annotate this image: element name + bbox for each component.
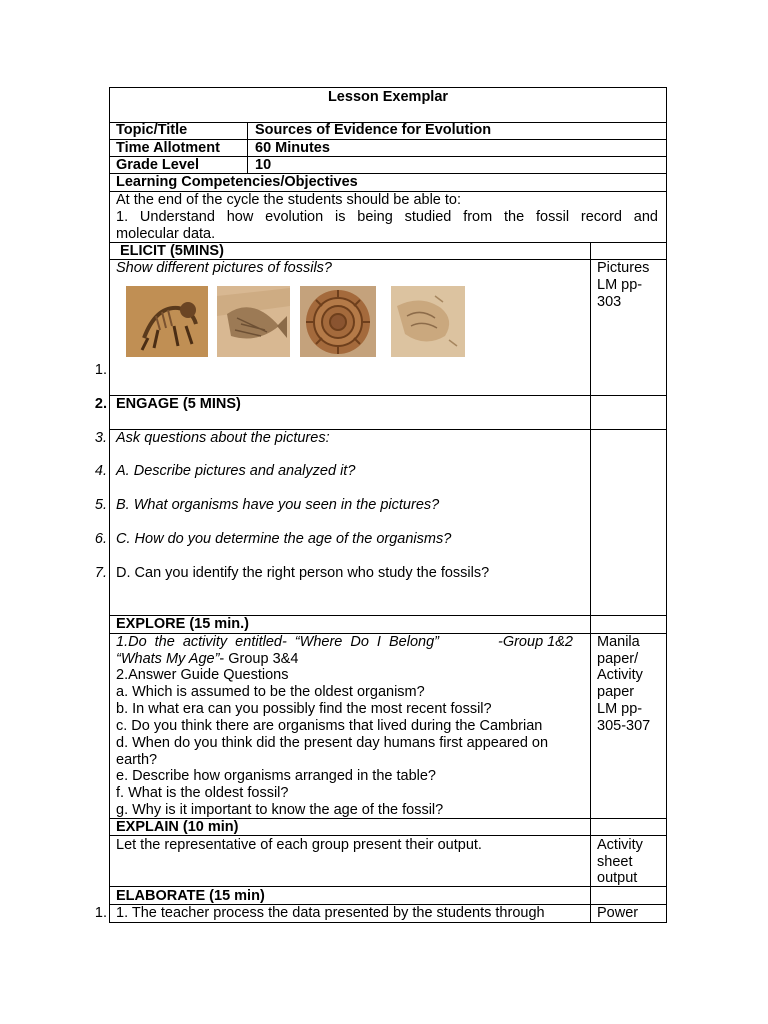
explore-activity-1: 1.Do the activity entitled- “Where Do I Belong” (116, 634, 439, 650)
objective-line: 1. Understand how evolution is being studied from the fossil record and (116, 209, 658, 225)
elicit-prompt: Show different pictures of fossils? (116, 260, 332, 276)
explain-resource: Activity (597, 837, 643, 853)
engage-item-number: 7. (94, 565, 107, 581)
competencies-header: Learning Competencies/Objectives (116, 174, 358, 190)
grade-label: Grade Level (116, 157, 200, 173)
explain-resource: output (597, 870, 638, 886)
time-value: 60 Minutes (255, 140, 330, 156)
explore-question: b. In what era can you possibly find the most recent fossil? (116, 701, 492, 717)
engage-item-number: 3. (94, 430, 107, 446)
explore-resource: paper/ (597, 651, 639, 667)
engage-item-number: 5. (94, 497, 107, 513)
elaborate-number: 1. (94, 905, 107, 921)
fossil-fish-image (217, 286, 290, 357)
objective-line-cont: molecular data. (116, 226, 216, 242)
explore-header: EXPLORE (15 min.) (116, 616, 249, 632)
explore-activity-2 (116, 651, 298, 668)
explore-question: a. Which is assumed to be the oldest organism? (116, 684, 425, 700)
engage-number: 2. (94, 396, 107, 412)
explore-resource: paper (597, 684, 635, 700)
objectives-intro: At the end of the cycle the students should be able to: (116, 192, 462, 208)
explore-resource: Manila (597, 634, 640, 650)
topic-label: Topic/Title (116, 122, 188, 138)
elaborate-header: ELABORATE (15 min) (116, 888, 265, 904)
explore-question: f. What is the oldest fossil? (116, 785, 289, 801)
fossil-slab-image (391, 286, 465, 357)
explore-resource: 305-307 (597, 718, 651, 734)
activity-title: “Whats My Age” (116, 651, 220, 667)
explore-question: g. Why is it important to know the age of the fossil? (116, 802, 444, 818)
elicit-resource-3: 303 (597, 294, 622, 310)
explore-question: c. Do you think there are organisms that lived during the Cambrian (116, 718, 543, 734)
activity-group: - Group 3&4 (219, 651, 299, 667)
guide-number: 2. (116, 667, 129, 683)
elicit-header: ELICIT (5MINS) (120, 243, 224, 259)
engage-item: Ask questions about the pictures: (116, 430, 330, 446)
elicit-resource-1: Pictures (597, 260, 650, 276)
engage-item: B. What organisms have you seen in the pictures? (116, 497, 440, 513)
time-label: Time Allotment (116, 140, 220, 156)
explore-guide (116, 667, 288, 684)
engage-item-number: 4. (94, 463, 107, 479)
fossil-skeleton-image (126, 286, 208, 357)
ammonite-image (300, 286, 376, 357)
explain-resource: sheet (597, 854, 633, 870)
explore-question: d. When do you think did the present day humans first appeared on (116, 735, 549, 751)
engage-item: C. How do you determine the age of the organisms? (116, 531, 452, 547)
explain-text: Let the representative of each group present their output. (116, 837, 482, 853)
elicit-resource-2: LM pp- (597, 277, 643, 293)
topic-value: Sources of Evidence for Evolution (255, 122, 492, 138)
elicit-number: 1. (94, 362, 107, 378)
engage-header: ENGAGE (5 MINS) (116, 396, 241, 412)
explain-header: EXPLAIN (10 min) (116, 819, 239, 835)
explore-question: earth? (116, 752, 158, 768)
engage-item-number: 6. (94, 531, 107, 547)
elaborate-resource: Power (597, 905, 639, 921)
grade-value: 10 (255, 157, 272, 173)
explore-question: e. Describe how organisms arranged in the table? (116, 768, 436, 784)
guide-text: Answer Guide Questions (128, 667, 289, 683)
engage-item: D. Can you identify the right person who study the fossils? (116, 565, 490, 581)
explore-resource: LM pp- (597, 701, 643, 717)
document-title: Lesson Exemplar (327, 89, 449, 105)
explore-activity-group: -Group 1&2 (498, 634, 573, 650)
engage-item: A. Describe pictures and analyzed it? (116, 463, 356, 479)
explore-resource: Activity (597, 667, 643, 683)
elaborate-text: 1. The teacher process the data presented by the students through (116, 905, 545, 921)
